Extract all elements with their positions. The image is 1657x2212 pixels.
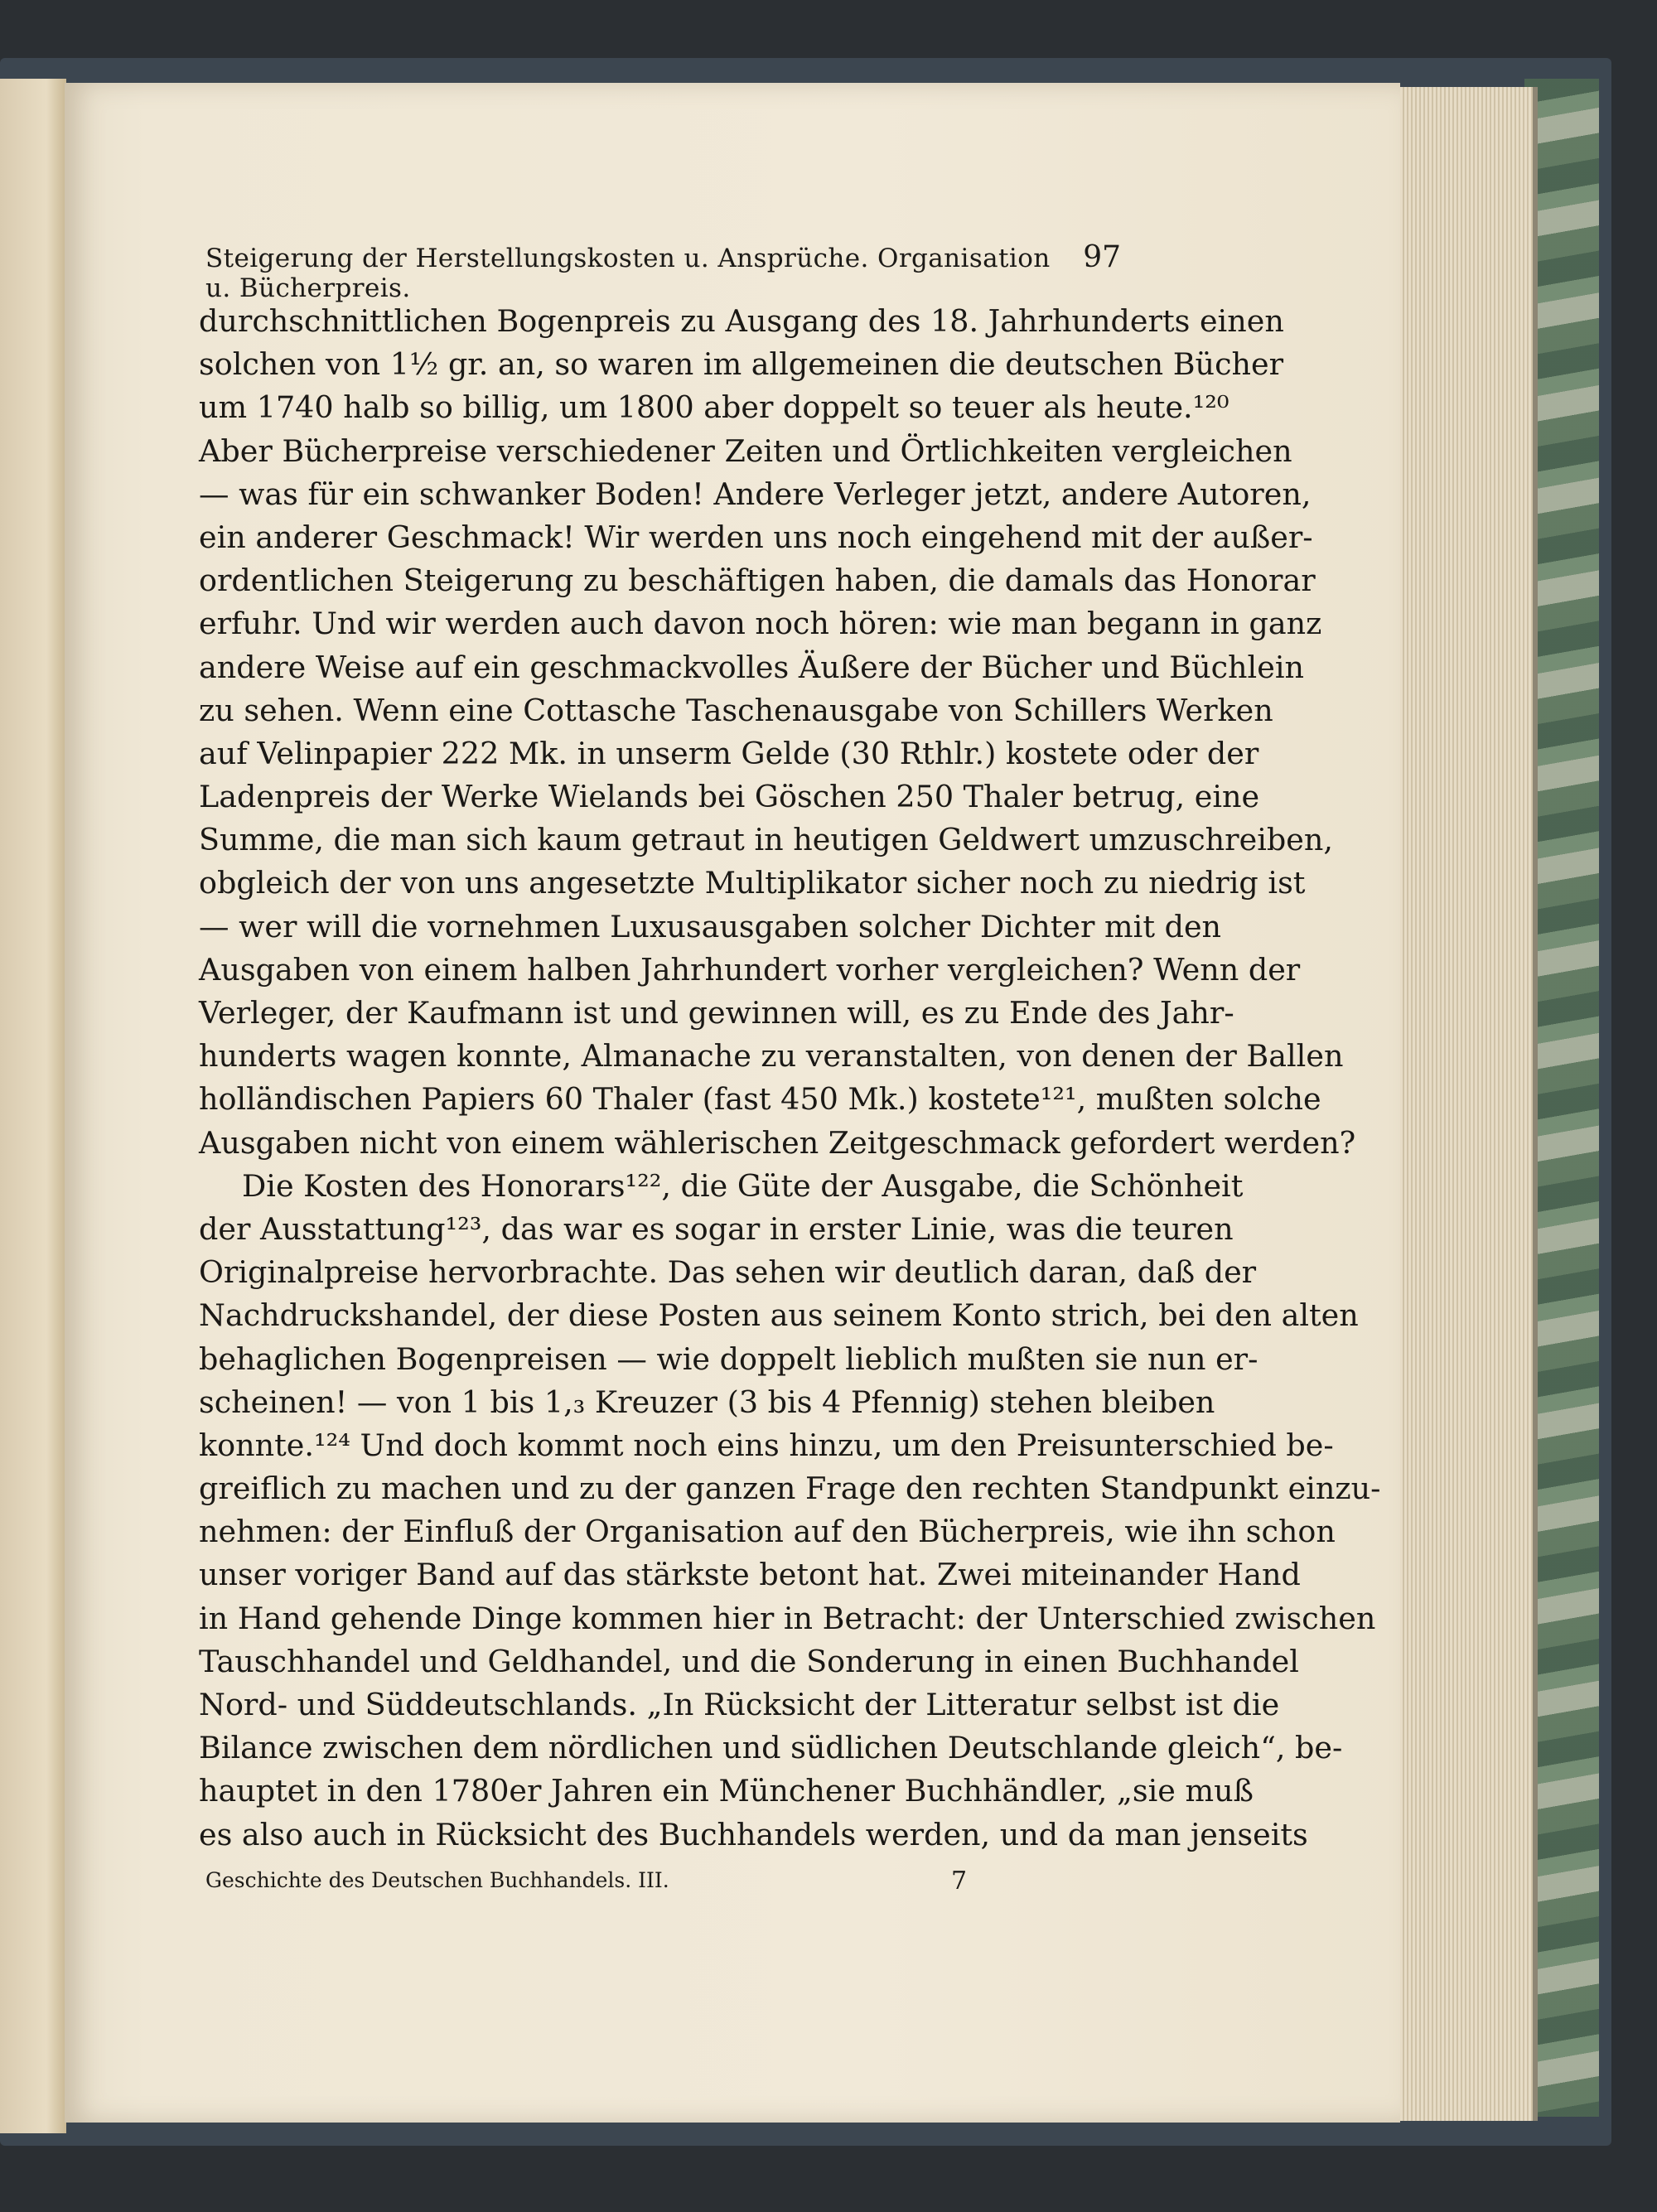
text-line: konnte.¹²⁴ Und doch kommt noch eins hinzu, um den Preisunterschied be- <box>199 1427 1334 1463</box>
text-line: greiflich zu machen und zu der ganzen Frage den rechten Standpunkt einzu- <box>199 1471 1381 1507</box>
text-line: Ausgaben von einem halben Jahrhundert vorher vergleichen? Wenn der <box>199 951 1301 988</box>
text-line: Ladenpreis der Werke Wielands bei Göschen 250 Thaler betrug, eine <box>199 779 1260 815</box>
running-header <box>205 240 1121 303</box>
text-line: hauptet in den 1780er Jahren ein Münchener Buchhändler, „sie muß <box>199 1773 1254 1809</box>
text-line: Die Kosten des Honorars¹²², die Güte der Ausgabe, die Schönheit <box>242 1167 1244 1204</box>
text-line: Tauschhandel und Geldhandel, und die Sonderung in einen Buchhandel <box>199 1643 1299 1679</box>
text-line: Aber Bücherpreise verschiedener Zeiten und Örtlichkeiten vergleichen <box>199 432 1292 469</box>
text-line: Summe, die man sich kaum getraut in heutigen Geldwert umzuschreiben, <box>199 822 1333 858</box>
text-line: scheinen! — von 1 bis 1,₃ Kreuzer (3 bis 4 Pfennig) stehen bleiben <box>199 1384 1215 1420</box>
text-line: in Hand gehende Dinge kommen hier in Betracht: der Unterschied zwischen <box>199 1600 1376 1636</box>
text-line: um 1740 halb so billig, um 1800 aber doppelt so teuer als heute.¹²⁰ <box>199 389 1229 426</box>
text-line: unser voriger Band auf das stärkste betont hat. Zwei miteinander Hand <box>199 1557 1301 1593</box>
text-line: Verleger, der Kaufmann ist und gewinnen will, es zu Ende des Jahr- <box>199 995 1234 1031</box>
text-line: behaglichen Bogenpreisen — wie doppelt lieblich mußten sie nun er- <box>199 1340 1258 1377</box>
text-line: Bilance zwischen dem nördlichen und südlichen Deutschlande gleich“, be- <box>199 1730 1343 1766</box>
book-title-footer: Geschichte des Deutschen Buchhandels. III. <box>205 1868 669 1892</box>
body-text <box>199 300 1381 1857</box>
text-line: erfuhr. Und wir werden auch davon noch hören: wie man begann in ganz <box>199 606 1322 642</box>
text-line: holländischen Papiers 60 Thaler (fast 450 Mk.) kostete¹²¹, mußten solche <box>199 1081 1321 1118</box>
text-line: ein anderer Geschmack! Wir werden uns noch eingehend mit der außer- <box>199 519 1313 555</box>
text-line: nehmen: der Einfluß der Organisation auf den Bücherpreis, wie ihn schon <box>199 1514 1336 1550</box>
text-line: andere Weise auf ein geschmackvolles Äußere der Bücher und Büchlein <box>199 649 1305 685</box>
text-line: auf Velinpapier 222 Mk. in unserm Gelde (30 Rthlr.) kostete oder der <box>199 735 1259 771</box>
text-line: es also auch in Rücksicht des Buchhandels werden, und da man jenseits <box>199 1816 1308 1852</box>
text-line: durchschnittlichen Bogenpreis zu Ausgang des 18. Jahrhunderts einen <box>199 303 1284 339</box>
text-line: Nachdruckshandel, der diese Posten aus seinem Konto strich, bei den alten <box>199 1297 1359 1334</box>
signature-mark: 7 <box>951 1867 968 1896</box>
text-line: — wer will die vornehmen Luxusausgaben solcher Dichter mit den <box>199 908 1222 944</box>
text-line: solchen von 1½ gr. an, so waren im allgemeinen die deutschen Bücher <box>199 346 1284 383</box>
text-line: Originalpreise hervorbrachte. Das sehen wir deutlich daran, daß der <box>199 1254 1257 1291</box>
running-title: Steigerung der Herstellungskosten u. Ansprüche. Organisation u. Bücherpreis. <box>205 244 1051 303</box>
text-line: zu sehen. Wenn eine Cottasche Taschenausgabe von Schillers Werken <box>199 692 1273 728</box>
page-footer <box>205 1868 1117 1901</box>
text-line: der Ausstattung¹²³, das war es sogar in erster Linie, was die teuren <box>199 1210 1234 1247</box>
text-line: Ausgaben nicht von einem wählerischen Zeitgeschmack gefordert werden? <box>199 1124 1356 1161</box>
text-line: — was für ein schwanker Boden! Andere Verleger jetzt, andere Autoren, <box>199 476 1312 512</box>
text-line: obgleich der von uns angesetzte Multiplikator sicher noch zu niedrig ist <box>199 865 1306 901</box>
page-number: 97 <box>1083 240 1121 274</box>
facing-page-edge <box>0 79 66 2133</box>
text-line: Nord- und Süddeutschlands. „In Rücksicht der Litteratur selbst ist die <box>199 1687 1280 1722</box>
page-block-edges <box>1396 87 1538 2121</box>
text-line: ordentlichen Steigerung zu beschäftigen haben, die damals das Honorar <box>199 563 1316 599</box>
text-line: hunderts wagen konnte, Almanache zu veranstalten, von denen der Ballen <box>199 1038 1344 1075</box>
